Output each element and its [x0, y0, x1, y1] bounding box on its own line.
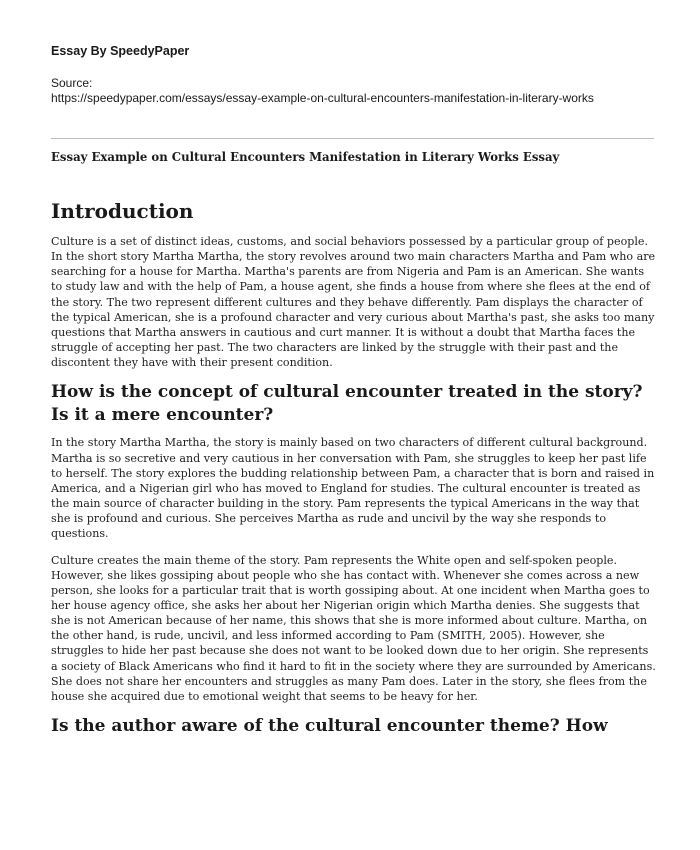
section-heading-cultural-encounter: How is the concept of cultural encounter treated in the story? Is it a mere encounter?	[51, 382, 643, 425]
source-label: Source:	[51, 76, 93, 90]
source-url-link[interactable]: https://speedypaper.com/essays/essay-example-on-cultural-encounters-manifestation-in-literary-works	[51, 91, 594, 105]
essay-body	[51, 198, 656, 747]
introduction-paragraph: Culture is a set of distinct ideas, customs, and social behaviors possessed by a particular group of people. In the short story Martha Martha, the story revolves around two main characters Martha and Pam who are searching for a house for Martha. Martha's parents are from Nigeria and Pam is an American. She wants to study law and with the help of Pam, a house agent, she finds a house from where she flees at the end of the story. The two represent different cultures and they behave differently. Pam displays the character of the typical American, she is a profound character and very curious about Martha's past, she asks too many questions that Martha answers in cautious and curt manner. It is without a doubt that Martha faces the struggle of accepting her past. The two characters are linked by the struggle with their past and the discontent they have with their present condition.	[51, 235, 656, 370]
essay-byline: Essay By SpeedyPaper	[51, 44, 190, 58]
header-divider	[51, 138, 654, 139]
section-heading-author-awareness: Is the author aware of the cultural encounter theme? How	[51, 716, 608, 737]
section-heading-introduction: Introduction	[51, 199, 194, 223]
body-paragraph: Culture creates the main theme of the story. Pam represents the White open and self-spoken people. However, she likes gossiping about people who she has contact with. Whenever she comes across a new person, she looks for a particular trait that is worth gossiping about. At one incident when Martha goes to her house agency office, she asks her about her Nigerian origin which Martha denies. She suggests that she is not American because of her name, this shows that she is more informed about culture. Martha, on the other hand, is rude, uncivil, and less informed according to Pam (SMITH, 2005). However, she struggles to hide her past because she does not want to be looked down due to her origin. She represents a society of Black Americans who find it hard to fit in the society where they are surrounded by Americans. She does not share her encounters and struggles as many Pam does. Later in the story, she flees from the house she acquired due to emotional weight that seems to be heavy for her.	[51, 553, 656, 703]
body-paragraph: In the story Martha Martha, the story is mainly based on two characters of different cultural background. Martha is so secretive and very cautious in her conversation with Pam, she struggles to keep her past life to herself. The story explores the budding relationship between Pam, a character that is born and raised in America, and a Nigerian girl who has moved to England for studies. The cultural encounter is treated as the main source of character building in the story. Pam represents the typical Americans in the way that she is profound and curious. She perceives Martha as rude and uncivil by the way she responds to questions.	[51, 436, 655, 541]
document-title: Essay Example on Cultural Encounters Manifestation in Literary Works Essay	[51, 150, 560, 164]
